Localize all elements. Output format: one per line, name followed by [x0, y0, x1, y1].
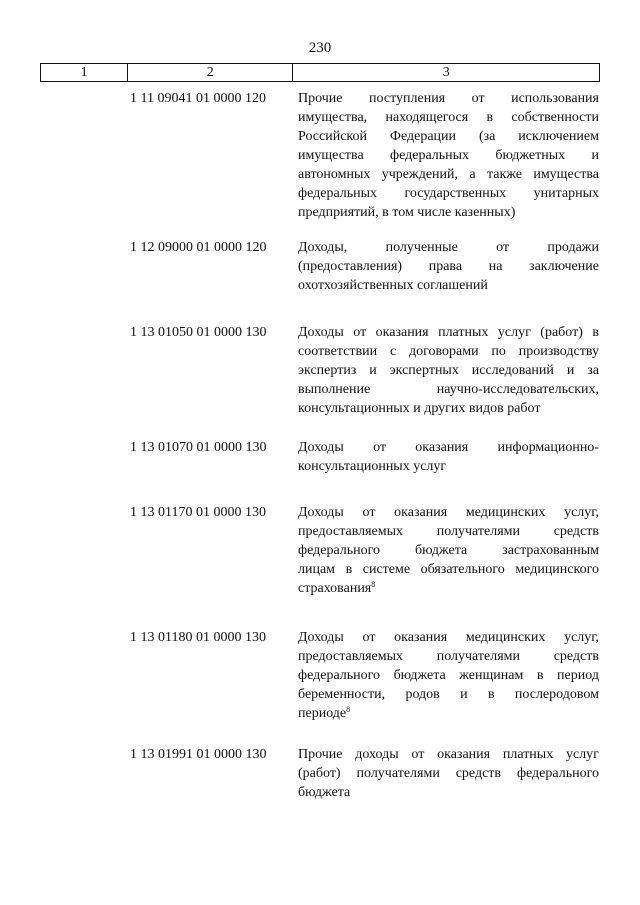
income-description [298, 745, 599, 802]
description-line [298, 399, 599, 418]
description-line [298, 457, 599, 476]
column-header-2: 2 [128, 64, 293, 82]
description-line: экспертиз и экспертных исследований и за [298, 363, 599, 378]
description-line: Прочие доходы от оказания платных услуг [298, 747, 599, 762]
column-header-row [41, 64, 600, 82]
description-line: беременности, родов и в послеродовом [298, 687, 599, 702]
description-line: федерального бюджета застрахованным [298, 543, 599, 558]
income-description [298, 238, 599, 295]
description-line-text: периоде [298, 706, 347, 721]
description-line: имущества, находящегося в собственности [298, 110, 599, 125]
description-line-text: страхования [298, 581, 372, 596]
income-description [298, 89, 599, 222]
description-line: лицам в системе обязательного медицинского [298, 562, 599, 577]
budget-code: 1 13 01050 01 0000 130 [130, 325, 267, 340]
description-line: федерального бюджета женщинам в период [298, 668, 599, 683]
budget-code: 1 11 09041 01 0000 120 [130, 91, 266, 106]
description-line: предоставляемых получателями средств [298, 649, 599, 664]
budget-code: 1 13 01991 01 0000 130 [130, 747, 267, 762]
description-line: соответствии с договорами по производству [298, 344, 599, 359]
column-header-1: 1 [41, 64, 128, 82]
description-line: федеральных государственных унитарных [298, 186, 599, 201]
budget-code: 1 13 01170 01 0000 130 [130, 505, 266, 520]
income-description [298, 438, 599, 476]
income-description [298, 503, 599, 598]
description-line: (работ) получателями средств федерального [298, 766, 599, 781]
description-line: Доходы, полученные от продажи [298, 240, 599, 255]
description-line: предоставляемых получателями средств [298, 524, 599, 539]
page-number: 230 [308, 40, 332, 56]
description-line: Доходы от оказания медицинских услуг, [298, 505, 599, 520]
description-line: автономных учреждений, а также имущества [298, 167, 599, 182]
column-header-3: 3 [293, 64, 600, 82]
budget-code: 1 12 09000 01 0000 120 [130, 240, 267, 255]
budget-code: 1 13 01070 01 0000 130 [130, 440, 267, 455]
description-line: выполнение научно-исследовательских, [298, 382, 599, 397]
description-line: Прочие поступления от использования [298, 91, 599, 106]
column-header-table [40, 63, 600, 82]
description-line-text: консультационных услуг [298, 459, 447, 474]
description-line: Доходы от оказания платных услуг (работ) в [298, 325, 599, 340]
description-line [298, 203, 599, 222]
income-description [298, 628, 599, 723]
description-line-text: предприятий, в том числе казенных) [298, 205, 516, 220]
description-line: (предоставления) права на заключение [298, 259, 599, 274]
budget-code: 1 13 01180 01 0000 130 [130, 630, 266, 645]
description-line-text: охотхозяйственных соглашений [298, 278, 488, 293]
description-line [298, 579, 599, 598]
description-line [298, 704, 599, 723]
description-line [298, 276, 599, 295]
description-line: имущества федеральных бюджетных и [298, 148, 599, 163]
description-line: Доходы от оказания медицинских услуг, [298, 630, 599, 645]
footnote-marker: 8 [346, 705, 351, 714]
description-line [298, 783, 599, 802]
description-line-text: бюджета [298, 785, 351, 800]
description-line-text: консультационных и других видов работ [298, 401, 541, 416]
description-line: Доходы от оказания информационно- [298, 440, 599, 455]
description-line: Российской Федерации (за исключением [298, 129, 599, 144]
income-description [298, 323, 599, 418]
footnote-marker: 8 [371, 580, 376, 589]
